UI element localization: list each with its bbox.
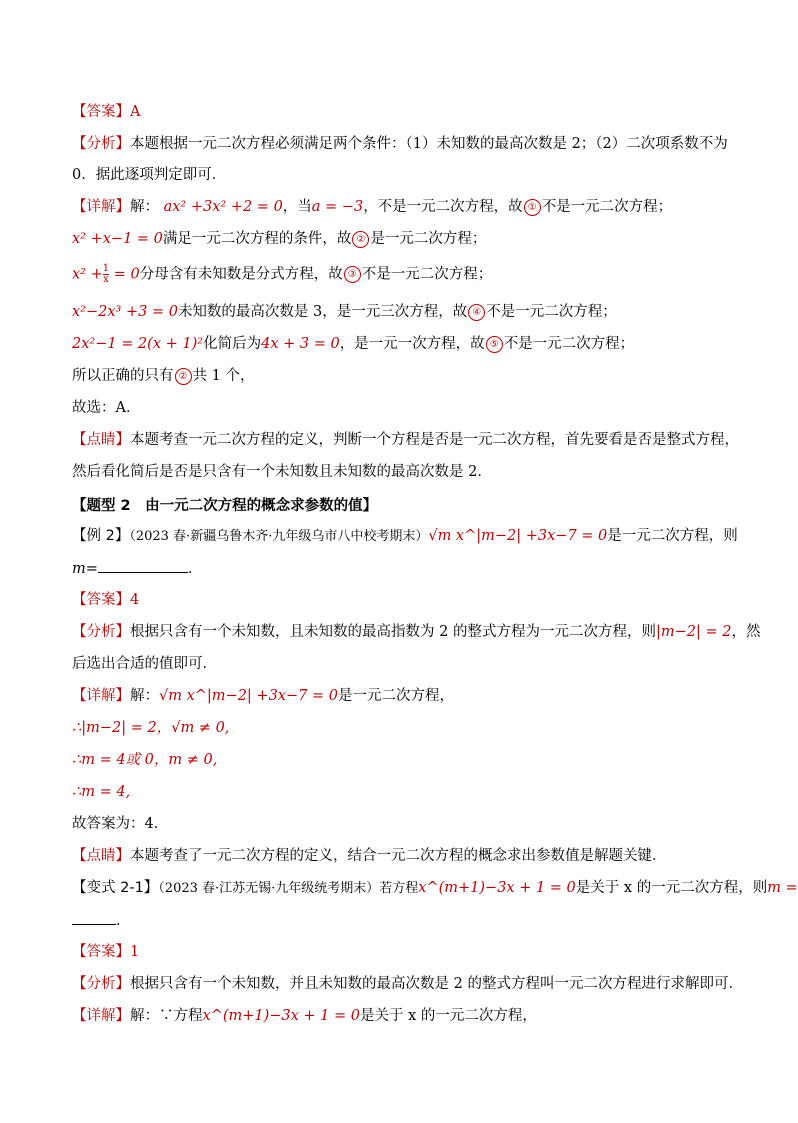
example2-equation: √m x^|m−2| +3x−7 = 0 xyxy=(428,528,608,544)
eq5-tail: ，是一元一次方程，故 xyxy=(339,336,485,352)
detail-prefix: 解： xyxy=(130,199,159,215)
step-1 xyxy=(72,718,229,738)
variant-eq-tail: 是关于 x 的一元二次方程，则 xyxy=(575,880,768,896)
variant-source: （2023 春·江苏无锡·九年级统考期末）若方程 xyxy=(158,881,419,896)
comment-text-1: 本题考查一元二次方程的定义，判断一个方程是否是一元二次方程，首先要看是否是整式方程， xyxy=(130,432,739,448)
example2-eq-tail: 是一元二次方程，则 xyxy=(607,528,738,544)
example2-analysis-eq: |m−2| = 2 xyxy=(655,624,732,640)
eq3-a: x² + xyxy=(72,266,103,283)
eq3-b: = 0 xyxy=(109,266,140,283)
variant-answer-blank[interactable] xyxy=(72,910,116,925)
conclusion-line xyxy=(72,366,254,386)
example2-analysis-end: ，然 xyxy=(731,624,761,640)
example2-line2-end: ． xyxy=(187,561,203,577)
example2-analysis-line-2 xyxy=(72,654,217,674)
variant-analysis-line xyxy=(72,974,743,994)
eq1-tail: ，不是一元二次方程，故 xyxy=(363,199,523,215)
variant-detail-tail: 是关于 x 的一元二次方程， xyxy=(360,1008,537,1024)
eq2-end: 是一元二次方程； xyxy=(370,231,487,247)
answer-tag: 【答案】 xyxy=(72,104,130,120)
equation-4: x²−2x³ +3 = 0 xyxy=(72,304,178,320)
eq4-tail: 未知数的最高次数是 3，是一元三次方程，故 xyxy=(177,304,468,320)
variant-line-1 xyxy=(72,878,798,899)
detail-line-2 xyxy=(72,229,486,249)
example2-source: （2023 春·新疆乌鲁木齐·九年级乌市八中校考期末） xyxy=(129,529,429,544)
choose-line xyxy=(72,398,140,418)
variant-equation: x^(m+1)−3x + 1 = 0 xyxy=(418,880,576,896)
circle-5: ⑤ xyxy=(486,336,503,353)
eq1-mid: ，当 xyxy=(282,199,312,215)
example2-answer: 4 xyxy=(130,592,140,608)
comment-line-1 xyxy=(72,430,739,450)
example2-m: m= xyxy=(72,561,98,577)
eq5-end: 不是一元二次方程； xyxy=(503,336,635,352)
comment-tag: 【点睛】 xyxy=(72,432,130,448)
choose-text: 故选：A． xyxy=(72,400,141,416)
detail-line-5 xyxy=(72,334,634,354)
detail-line-1 xyxy=(72,197,672,217)
example2-detail-prefix: 解： xyxy=(130,688,159,704)
example2-analysis-text-2: 后选出合适的值即可． xyxy=(72,656,217,672)
analysis-tag: 【分析】 xyxy=(72,136,130,152)
variant-answer-tag: 【答案】 xyxy=(72,944,130,960)
answer-blank[interactable] xyxy=(98,558,188,573)
step-1-text: ∴|m−2| = 2，√m ≠ 0, xyxy=(72,720,230,736)
eq5-b: 4x + 3 = 0 xyxy=(261,336,340,352)
analysis-text: 本题根据一元二次方程必须满足两个条件：（1）未知数的最高次数是 2；（2）二次项系数不为 xyxy=(130,136,728,152)
final-answer-text: 故答案为：4． xyxy=(72,816,169,832)
eq3-tail: 分母含有未知数是分式方程，故 xyxy=(139,266,343,283)
example2-detail-tail: 是一元二次方程， xyxy=(337,688,454,704)
conclusion-text: 所以正确的只有 xyxy=(72,368,174,384)
section-title: 【题型 2 由一元二次方程的概念求参数的值】 xyxy=(72,498,378,514)
circle-1: ① xyxy=(524,199,541,216)
step-2-text: ∴m = 4或 0，m ≠ 0, xyxy=(72,752,218,768)
variant-eq-m: m = xyxy=(767,880,798,896)
example2-analysis-text: 根据只含有一个未知数，且未知数的最高指数为 2 的整式方程为一元二次方程，则 xyxy=(130,624,656,640)
variant-answer-line xyxy=(72,942,139,962)
circle-2: ② xyxy=(352,231,369,248)
conclusion-end: 共 1 个， xyxy=(192,368,255,384)
comment-line-2 xyxy=(72,462,492,482)
example2-analysis-line-1 xyxy=(72,622,760,642)
fraction-den: x xyxy=(103,274,109,285)
final-answer xyxy=(72,814,168,834)
variant-detail-tag: 【详解】 xyxy=(72,1008,130,1024)
circle-3: ③ xyxy=(344,266,361,283)
example2-comment-line xyxy=(72,846,667,866)
example2-answer-line xyxy=(72,590,139,610)
eq5-mid: 化简后为 xyxy=(203,336,262,352)
analysis-line-2 xyxy=(72,165,226,185)
variant-answer: 1 xyxy=(130,944,140,960)
detail-line-3 xyxy=(72,264,492,285)
eq2-tail: 满足一元二次方程的条件，故 xyxy=(162,231,352,247)
variant-detail-line xyxy=(72,1006,537,1026)
equation-2: x² +x−1 = 0 xyxy=(72,231,163,247)
step-3-text: ∴m = 4, xyxy=(72,784,131,800)
equation-5: 2x²−1 = 2(x + 1)² xyxy=(72,336,204,352)
variant-detail-eq: x^(m+1)−3x + 1 = 0 xyxy=(202,1008,361,1024)
eq1-end: 不是一元二次方程； xyxy=(541,199,673,215)
equation-1: ax² +3x² +2 = 0 xyxy=(163,199,283,215)
eq1-cond: a = −3 xyxy=(311,199,364,215)
variant-tag: 【变式 2-1】 xyxy=(72,880,159,896)
comment-text-2: 然后看化简后是否是只含有一个未知数且未知数的最高次数是 2． xyxy=(72,464,492,480)
detail-line-4 xyxy=(72,302,617,322)
circle-4: ④ xyxy=(468,304,485,321)
variant-analysis-text: 根据只含有一个未知数，并且未知数的最高次数是 2 的整式方程叫一元二次方程进行求解即可． xyxy=(130,976,743,992)
fraction-num: 1 xyxy=(102,263,110,274)
circle-6: ② xyxy=(175,368,192,385)
analysis-line-1 xyxy=(72,134,728,154)
eq4-end: 不是一元二次方程； xyxy=(486,304,617,320)
example2-detail-eq: √m x^|m−2| +3x−7 = 0 xyxy=(159,688,338,704)
answer-line-1 xyxy=(72,102,140,122)
step-2 xyxy=(72,750,217,770)
example2-line-2 xyxy=(72,558,202,579)
example2-answer-tag: 【答案】 xyxy=(72,592,130,608)
eq3-end: 不是一元二次方程； xyxy=(361,266,493,283)
variant-line-2 xyxy=(72,910,131,931)
example2-comment-text: 本题考查了一元二次方程的定义，结合一元二次方程的概念求出参数值是解题关键． xyxy=(130,848,667,864)
analysis-text-2: 0．据此逐项判定即可． xyxy=(72,167,227,183)
example2-detail-tag: 【详解】 xyxy=(72,688,130,704)
example2-line-1 xyxy=(72,526,738,547)
detail-tag: 【详解】 xyxy=(72,199,130,215)
answer-value: A xyxy=(130,104,141,120)
variant-analysis-tag: 【分析】 xyxy=(72,976,130,992)
example2-analysis-tag: 【分析】 xyxy=(72,624,130,640)
variant-line2-end: ． xyxy=(116,913,131,929)
variant-detail-prefix: 解：∵方程 xyxy=(130,1008,203,1024)
example2-comment-tag: 【点睛】 xyxy=(72,848,130,864)
step-3 xyxy=(72,782,130,802)
example2-detail-line xyxy=(72,686,454,706)
example2-tag: 【例 2】 xyxy=(72,528,130,544)
